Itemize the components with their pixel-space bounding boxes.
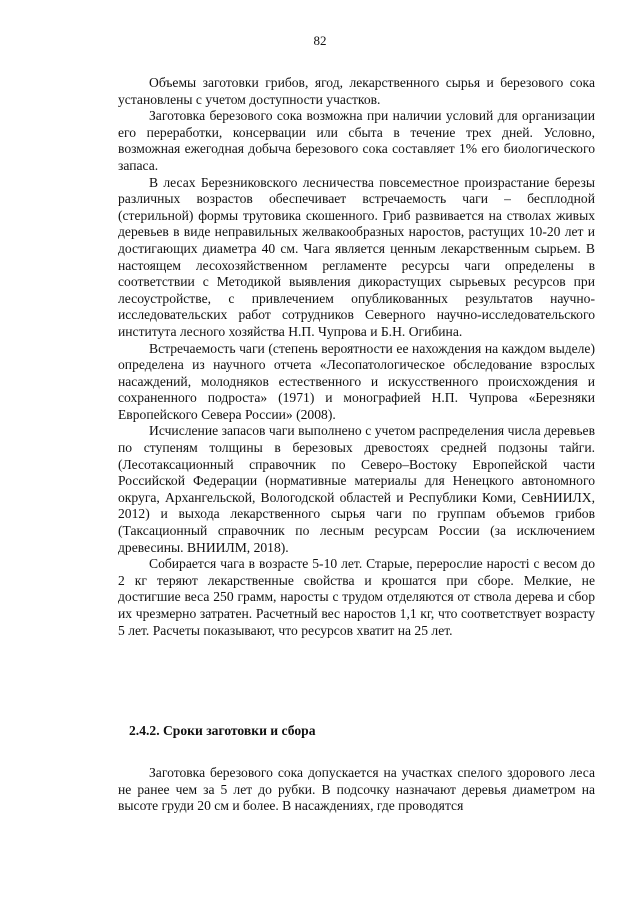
paragraph: Исчисление запасов чаги выполнено с учетом распределения числа деревьев по ступеням толщины в березовых древостоях средней подзоны тайги. (Лесотаксационный справочник по Северо–Востоку Европейской части Российской Федерации (нормативные материалы для Ненецкого автономного округа, Архангельской, Вологодской областей и Республики Коми, СевНИИЛХ, 2012) и выхода лекарственного сырья чаги по группам объемов грибов (Таксационный справочник по лесным ресурсам России (за исключением древесины. ВНИИЛМ, 2018).	[118, 423, 595, 555]
paragraph: В лесах Березниковского лесничества повсеместное произрастание березы различных возрастов обеспечивает встречаемость чаги – бесплодной (стерильной) формы трутовика скошенного. Гриб развивается на стволах живых деревьев в виде неправильных желвакообразных наростов, растущих 10-20 лет и достигающих диаметра 40 см. Чага является ценным лекарственным сырьем. В настоящем лесохозяйственном регламенте ресурсы чаги определены в соответствии с Методикой выявления дикорастущих сырьевых ресурсов при лесоустройстве, с привлечением опубликованных результатов научно-исследовательских работ сотрудников Северного научно-исследовательского института лесного хозяйства Н.П. Чупрова и Б.Н. Огибина.	[118, 174, 595, 339]
paragraph: Объемы заготовки грибов, ягод, лекарственного сырья и березового сока установлены с учетом доступности участков.	[118, 75, 595, 107]
section-heading: 2.4.2. Сроки заготовки и сбора	[129, 723, 316, 738]
body-text	[118, 75, 595, 639]
paragraph: Заготовка березового сока допускается на участках спелого здорового леса не ранее чем за 5 лет до рубки. В подсочку назначают деревья диаметром на высоте груди 20 см и более. В насаждениях, где проводятся	[118, 765, 595, 814]
paragraph: Встречаемость чаги (степень вероятности ее нахождения на каждом выделе) определена из научного отчета «Лесопатологическое обследование взрослых насаждений, молодняков естественного и искусственного происхождения и сохраненного подроста» (1971) и монографией Н.П. Чупрова «Березняки Европейского Севера России» (2008).	[118, 340, 595, 422]
section-body-text	[118, 765, 595, 815]
paragraph: Заготовка березового сока возможна при наличии условий для организации его переработки, консервации или сбыта в течение трех дней. Условно, возможная ежегодная добыча березового сока составляет 1% его биологического запаса.	[118, 108, 595, 173]
paragraph: Собирается чага в возрасте 5-10 лет. Старые, перерослие нарості с весом до 2 кг теряют лекарственные свойства и крошатся при сборе. Мелкие, не достигшие веса 250 грамм, наросты с трудом отделяются от ствола дерева и сбор их чрезмерно затратен. Расчетный вес наростов 1,1 кг, что соответствует возрасту 5 лет. Расчеты показывают, что ресурсов хватит на 25 лет.	[118, 556, 595, 638]
page-number: 82	[313, 33, 327, 48]
